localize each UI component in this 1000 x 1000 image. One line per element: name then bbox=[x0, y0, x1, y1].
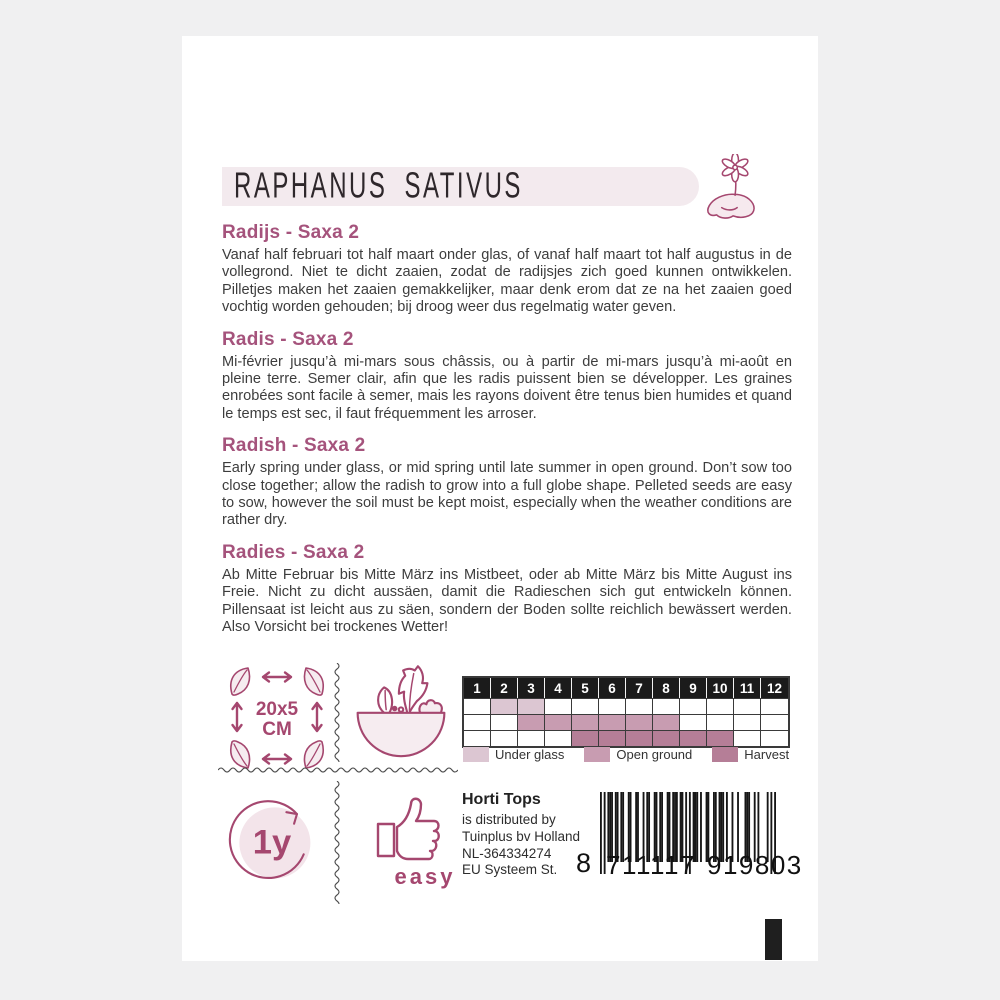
calendar-cell bbox=[572, 698, 599, 714]
calendar-cell bbox=[518, 698, 545, 714]
calendar-cell bbox=[599, 698, 626, 714]
calendar-month-label: 4 bbox=[545, 678, 572, 698]
calendar-cell bbox=[599, 730, 626, 746]
calendar-cell bbox=[680, 714, 707, 730]
section-body-english: Early spring under glass, or mid spring until late summer in open ground. Don’t sow too close together; allow the radish to grow into a full globe shape. Pelleted seeds are easy to sow, however the soil must be kept moist, especially when the weather conditions are rather dry. bbox=[222, 460, 792, 529]
legend-swatch bbox=[712, 747, 738, 762]
calendar-month-label: 11 bbox=[734, 678, 761, 698]
section-body-dutch: Vanaf half februari tot half maart onder glas, of vanaf half maart tot half augustus in de vollegrond. Niet te dicht zaaien, zodat de radijsjes zich goed kunnen ontwikkelen. Pilletjes maken het zaaien gemakkelijker, maar denk erom dat ze na het zaaien goed vochtig worden gehouden; bij droog weer dus regelmatig water geven. bbox=[222, 247, 792, 316]
legend-item bbox=[584, 747, 706, 762]
calendar-row-under-glass bbox=[464, 698, 788, 714]
calendar-cell bbox=[545, 698, 572, 714]
calendar-cell bbox=[761, 698, 788, 714]
description-sections bbox=[222, 222, 792, 649]
legend-swatch bbox=[584, 747, 610, 762]
calendar-cell bbox=[626, 698, 653, 714]
legend-item bbox=[463, 747, 578, 762]
section-german bbox=[222, 542, 792, 637]
calendar-month-label: 6 bbox=[599, 678, 626, 698]
plant-spacing-icon bbox=[222, 662, 332, 774]
section-body-french: Mi-février jusqu’à mi-mars sous châssis, ou à partir de mi-mars jusqu’à mi-août en pleine terre. Semer clair, afin que les radis puissent bien se développer. Les graines enrobées sont facile à semer, mais les rayons doivent être tenus bien humides et quand le temps est sec, il faut fréquemment les arroser. bbox=[222, 353, 792, 422]
distributor-line: is distributed by bbox=[462, 812, 556, 827]
calendar-cell bbox=[491, 714, 518, 730]
calendar-cell bbox=[464, 698, 491, 714]
barcode-digit-group2: 919803 bbox=[707, 850, 803, 880]
calendar-cell bbox=[545, 730, 572, 746]
calendar-month-header bbox=[464, 678, 788, 698]
calendar-month-label: 1 bbox=[464, 678, 491, 698]
packet-title: RAPHANUS SATIVUS bbox=[234, 165, 523, 206]
legend-label: Harvest bbox=[744, 747, 790, 762]
section-english bbox=[222, 435, 792, 530]
calendar-cell bbox=[653, 714, 680, 730]
legend-item bbox=[712, 747, 803, 762]
calendar-cell bbox=[734, 730, 761, 746]
calendar-month-label: 12 bbox=[761, 678, 788, 698]
distributor-line: NL-364334274 bbox=[462, 845, 552, 861]
legend-label: Under glass bbox=[495, 747, 565, 762]
distributor-name: Horti Tops bbox=[462, 791, 541, 808]
section-french bbox=[222, 329, 792, 424]
section-dutch bbox=[222, 222, 792, 317]
calendar-month-label: 10 bbox=[707, 678, 734, 698]
sowing-calendar bbox=[462, 676, 790, 748]
calendar-cell bbox=[518, 730, 545, 746]
section-heading-english: Radish - Saxa 2 bbox=[222, 435, 366, 457]
calendar-cell bbox=[464, 730, 491, 746]
calendar-row-harvest bbox=[464, 730, 788, 746]
spacing-unit-label: CM bbox=[262, 719, 292, 740]
calendar-cell bbox=[545, 714, 572, 730]
calendar-legend bbox=[463, 747, 809, 762]
calendar-cell bbox=[734, 698, 761, 714]
calendar-cell bbox=[653, 698, 680, 714]
calendar-month-label: 5 bbox=[572, 678, 599, 698]
flower-sprout-icon bbox=[700, 154, 764, 220]
calendar-cell bbox=[707, 730, 734, 746]
legend-label: Open ground bbox=[616, 747, 693, 762]
easy-thumbs-up-icon bbox=[368, 788, 468, 892]
calendar-month-label: 9 bbox=[680, 678, 707, 698]
calendar-month-label: 7 bbox=[626, 678, 653, 698]
barcode-digit-group1: 711117 bbox=[606, 850, 696, 880]
calendar-cell bbox=[653, 730, 680, 746]
calendar-cell bbox=[491, 698, 518, 714]
calendar-cell bbox=[707, 714, 734, 730]
annual-cycle-label: 1y bbox=[252, 823, 292, 862]
calendar-cell bbox=[680, 730, 707, 746]
calendar-month-label: 3 bbox=[518, 678, 545, 698]
wavy-separator-vertical-bottom bbox=[333, 781, 341, 904]
title-banner bbox=[222, 167, 699, 206]
calendar-row-open-ground bbox=[464, 714, 788, 730]
calendar-cell bbox=[572, 714, 599, 730]
wavy-separator-vertical-top bbox=[333, 663, 341, 762]
calendar-cell bbox=[707, 698, 734, 714]
annual-cycle-icon bbox=[224, 792, 320, 888]
calendar-cell bbox=[599, 714, 626, 730]
section-heading-french: Radis - Saxa 2 bbox=[222, 328, 354, 350]
calendar-cell bbox=[761, 714, 788, 730]
calendar-cell bbox=[464, 714, 491, 730]
wavy-separator-horizontal bbox=[218, 766, 458, 774]
seed-packet bbox=[182, 36, 818, 961]
calendar-cell bbox=[491, 730, 518, 746]
easy-label: easy bbox=[394, 864, 456, 889]
print-registration-mark bbox=[765, 919, 782, 960]
spacing-value-label: 20x5 bbox=[255, 699, 299, 720]
distributor-line: Tuinplus bv Holland bbox=[462, 828, 581, 844]
section-heading-german: Radies - Saxa 2 bbox=[222, 541, 365, 563]
calendar-cell bbox=[572, 730, 599, 746]
section-heading-dutch: Radijs - Saxa 2 bbox=[222, 222, 360, 243]
calendar-month-label: 2 bbox=[491, 678, 518, 698]
barcode bbox=[576, 792, 803, 892]
calendar-cell bbox=[518, 714, 545, 730]
calendar-cell bbox=[761, 730, 788, 746]
calendar-month-label: 8 bbox=[653, 678, 680, 698]
calendar-cell bbox=[734, 714, 761, 730]
legend-swatch bbox=[463, 747, 489, 762]
barcode-digit-left: 8 bbox=[576, 848, 593, 878]
calendar-cell bbox=[680, 698, 707, 714]
calendar-cell bbox=[626, 714, 653, 730]
calendar-cell bbox=[626, 730, 653, 746]
salad-bowl-icon bbox=[348, 662, 454, 772]
distributor-line: EU Systeem St. bbox=[462, 862, 558, 878]
section-body-german: Ab Mitte Februar bis Mitte März ins Mistbeet, oder ab Mitte März bis Mitte August ins Freie. Nicht zu dicht aussäen, damit die Radieschen sich gut entwickeln können. Pillensaat ist leicht aus zu säen, sondern der Boden sollte reichlich bewässert werden. Also Vorsicht bei trockenes Wetter! bbox=[222, 566, 792, 636]
